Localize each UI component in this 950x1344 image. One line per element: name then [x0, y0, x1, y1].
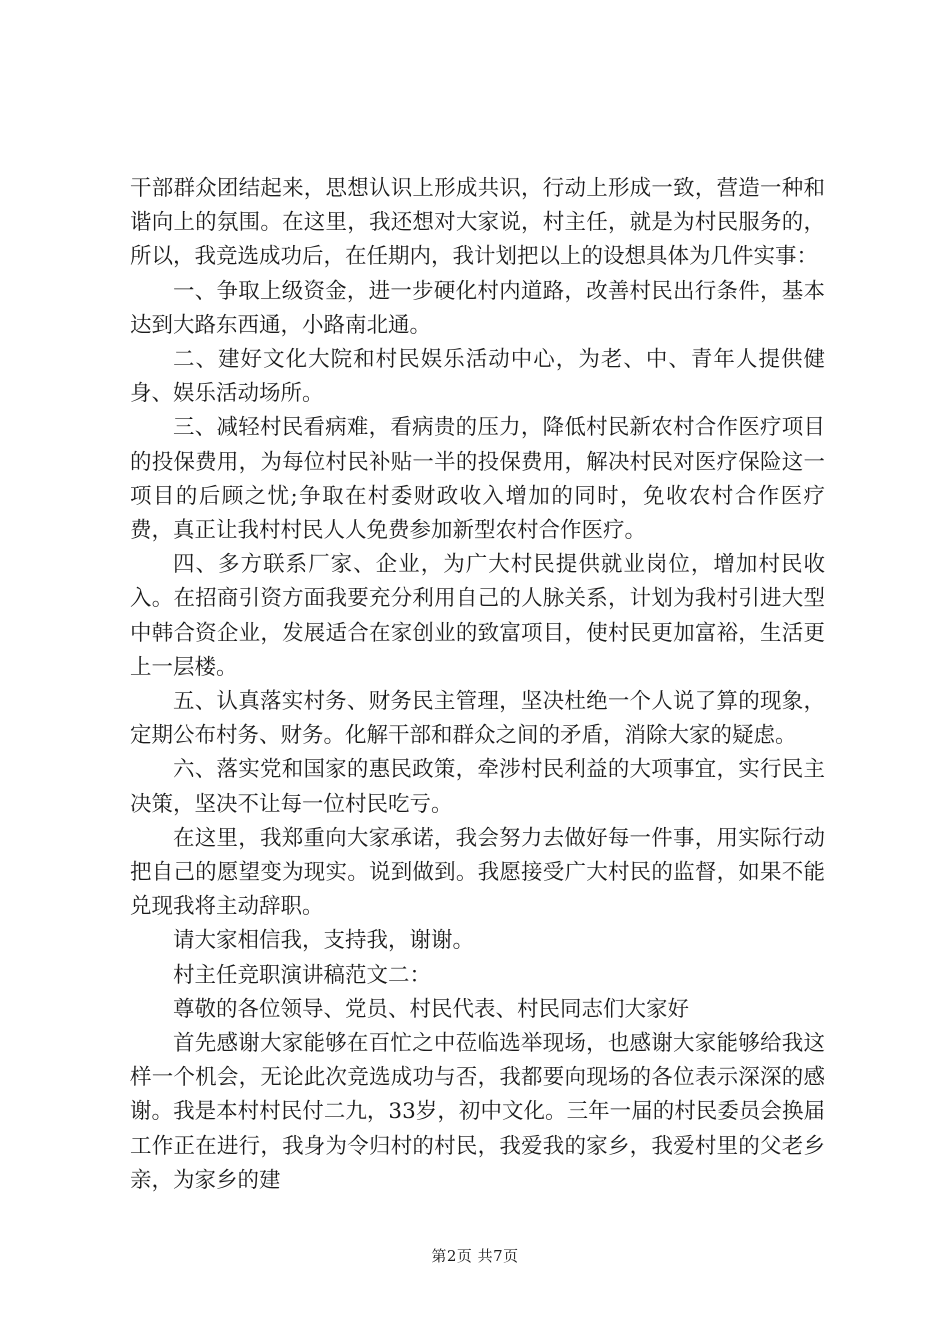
paragraph: 首先感谢大家能够在百忙之中莅临选举现场，也感谢大家能够给我这样一个机会，无论此次竞选成功与否，我都要向现场的各位表示深深的感谢。我是本村村民付二九，33岁，初中文化。三年一届的村民委员会换届工作正在进行，我身为令归村的村民，我爱我的家乡，我爱村里的父老乡亲，为家乡的建: [130, 1031, 825, 1193]
section-heading: 村主任竞职演讲稿范文二：: [173, 962, 432, 988]
paragraph: 干部群众团结起来，思想认识上形成共识，行动上形成一致，营造一种和谐向上的氛围。在这里，我还想对大家说，村主任，就是为村民服务的，所以，我竞选成功后，在任期内，我计划把以上的设想具体为几件实事：: [130, 176, 825, 270]
paragraph: 二、建好文化大院和村民娱乐活动中心，为老、中、青年人提供健身、娱乐活动场所。: [130, 347, 825, 407]
page-number-footer: 第2页 共7页: [431, 1247, 519, 1265]
paragraph: 在这里，我郑重向大家承诺，我会努力去做好每一件事，用实际行动把自己的愿望变为现实。说到做到。我愿接受广大村民的监督，如果不能兑现我将主动辞职。: [130, 825, 825, 920]
salutation: 尊敬的各位领导、党员、村民代表、村民同志们大家好: [173, 996, 690, 1022]
paragraph: 五、认真落实村务、财务民主管理，坚决杜绝一个人说了算的现象，定期公布村务、财务。化解干部和群众之间的矛盾，消除大家的疑虑。: [130, 689, 825, 749]
paragraph: 六、落实党和国家的惠民政策，牵涉村民利益的大项事宜，实行民主决策，坚决不让每一位村民吃亏。: [130, 757, 825, 817]
paragraph: 一、争取上级资金，进一步硬化村内道路，改善村民出行条件，基本达到大路东西通，小路南北通。: [130, 278, 825, 338]
document-body: [130, 172, 825, 1198]
paragraph: 请大家相信我，支持我，谢谢。: [173, 928, 475, 954]
paragraph: 三、减轻村民看病难，看病贵的压力，降低村民新农村合作医疗项目的投保费用，为每位村民补贴一半的投保费用，解决村民对医疗保险这一项目的后顾之忧;争取在村委财政收入增加的同时，免收农村合作医疗费，真正让我村村民人人免费参加新型农村合作医疗。: [130, 415, 825, 544]
paragraph: 四、多方联系厂家、企业，为广大村民提供就业岗位，增加村民收入。在招商引资方面我要充分利用自己的人脉关系，计划为我村引进大型中韩合资企业，发展适合在家创业的致富项目，使村民更加富裕，生活更上一层楼。: [130, 552, 825, 680]
